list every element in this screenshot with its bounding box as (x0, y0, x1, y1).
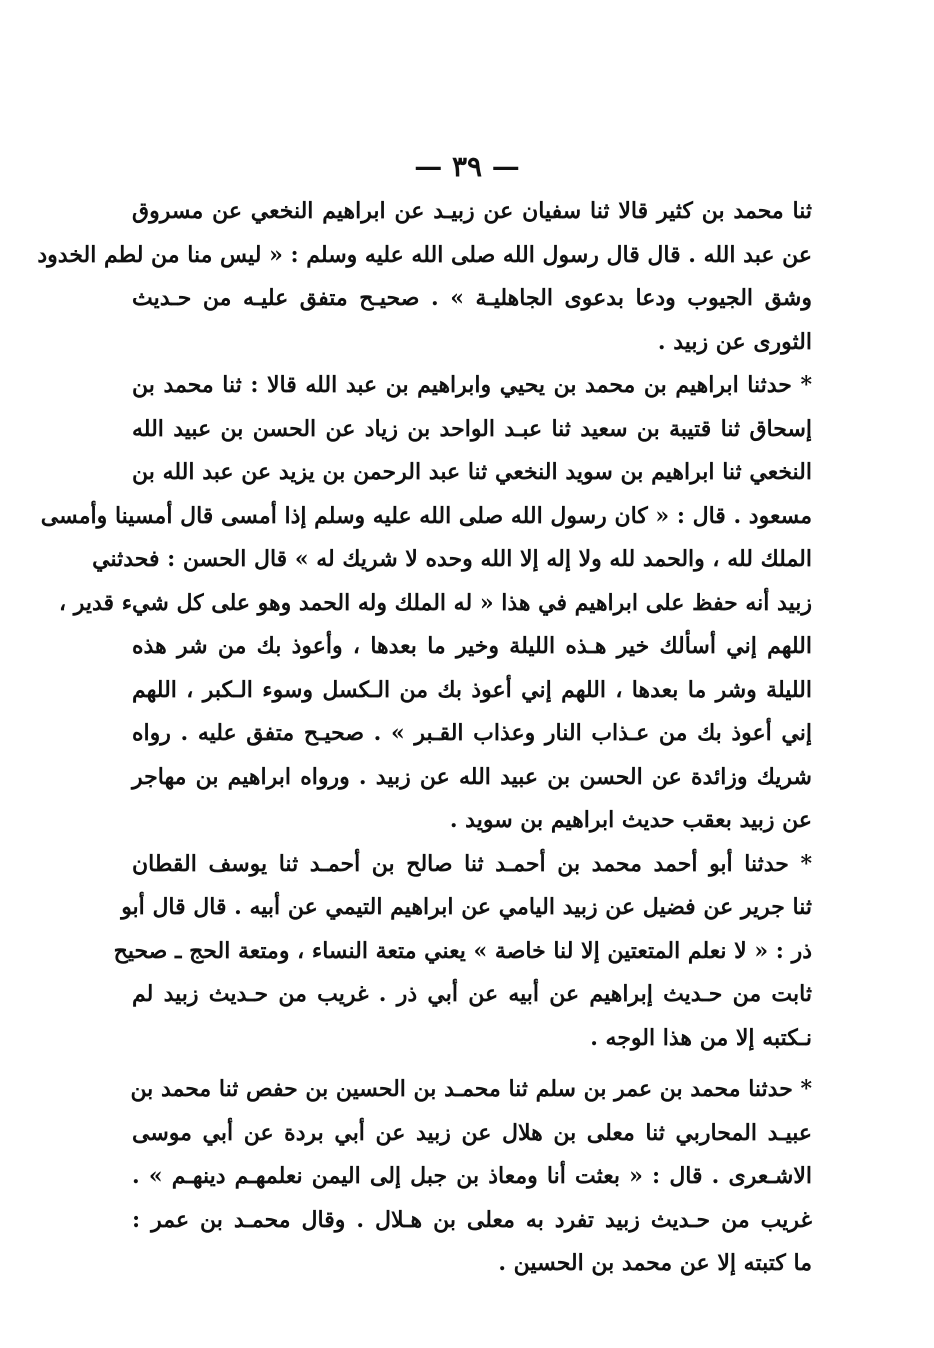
text-line (132, 364, 812, 408)
text-line: زبيد أنه حفظ على ابراهيم في هذا « له الملك وله الحمد وهو على كل شيء قدير ، (58, 589, 812, 616)
text-line: النخعي ثنا ابراهيم بن سويد النخعي ثنا عبد الرحمن بن يزيد عن عبد الله بن (132, 459, 812, 485)
text-line: ثنا جرير عن فضيل عن زبيد اليامي عن ابراهيم التيمي عن أبيه . قال قال أبو (121, 894, 812, 920)
text-line: عن عبد الله . قال قال رسول الله صلى الله عليه وسلم : « ليس منا من لطم الخدود (37, 241, 812, 268)
text-line: ما كتبته إلا عن محمد بن الحسين . (498, 1250, 812, 1276)
text-line: الثورى عن زبيد . (657, 328, 812, 355)
paragraph-1 (37, 190, 812, 364)
text-line: شريك وزائدة عن الحسن بن عبيد الله عن زبيد . ورواه ابراهيم بن مهاجر (132, 763, 812, 790)
text-line: الملك لله ، والحمد لله ولا إله إلا الله وحده لا شريك له » قال الحسن : فحدثني (92, 546, 812, 572)
text-line (132, 843, 812, 887)
paragraph-2 (40, 364, 812, 843)
paragraph-marker: * (800, 850, 812, 877)
text-line (132, 1068, 812, 1112)
text-line: ثابت من حـديث إبراهيم عن أبيه عن أبي ذر . غريب من حـديث زبيد لم (132, 981, 812, 1007)
text-line: عبيـد المحاربي ثنا معلى بن هلال عن زبيد عن أبي بردة عن أبي موسى (132, 1119, 812, 1146)
paragraph-4 (132, 1068, 812, 1286)
text-line: وشق الجيوب ودعا بدعوى الجاهليـة » . صحيـح متفق عليـه من حـديث (132, 285, 812, 311)
paragraph-marker: * (800, 1076, 812, 1102)
text-line: ذر : « لا نعلم المتعتين إلا لنا خاصة » يعني متعة النساء ، ومتعة الحج ـ صحيح (113, 937, 812, 964)
text-line: نـكتبه إلا من هذا الوجه . (590, 1024, 812, 1051)
text-line-content: حدثنا أبو أحمد محمد بن أحمـد ثنا صالح بن أحمـد ثنا يوسف القطان (132, 850, 789, 877)
text-line: الاشـعرى . قال : « بعثت أنا ومعاذ بن جبل إلى اليمن نعلمهـم دينهـم » . (132, 1163, 812, 1189)
paragraph-marker: * (800, 372, 812, 398)
text-line: الليلة وشر ما بعدها ، اللهم إني أعوذ بك من الـكسل وسوء الـكبر ، اللهم (132, 676, 812, 703)
text-line: إني أعوذ بك من عـذاب النار وعذاب القـبر » . صحيـح متفق عليه . رواه (132, 720, 812, 746)
page-body (37, 190, 812, 1286)
text-line-content: حدثنا ابراهيم بن محمد بن يحيي وابراهيم بن عبد الله قالا : ثنا محمد بن (132, 372, 792, 398)
page-number: — ٣٩ — (414, 150, 520, 183)
text-line-content: حدثنا محمد بن عمر بن سلم ثنا محمـد بن الحسين بن حفص ثنا محمد بن (130, 1076, 793, 1102)
text-line: عن زبيد بعقب حديث ابراهيم بن سويد . (449, 807, 812, 833)
text-line: إسحاق ثنا قتيبة بن سعيد ثنا عبـد الواحد بن زياد عن الحسن بن عبيد الله (132, 415, 812, 442)
paragraph-3 (113, 843, 812, 1061)
text-line: غريب من حـديث زبيد تفرد به معلى بن هـلال . وقال محمـد بن عمر : (132, 1206, 812, 1233)
text-line: اللهم إني أسألك خير هـذه الليلة وخير ما بعدها ، وأعوذ بك من شر هذه (132, 633, 812, 659)
text-line: ثنا محمد بن كثير قالا ثنا سفيان عن زبيـد عن ابراهيم النخعي عن مسروق (132, 198, 812, 224)
text-line: مسعود . قال : « كان رسول الله صلى الله عليه وسلم إذا أمسى قال أمسينا وأمسى (40, 502, 812, 529)
